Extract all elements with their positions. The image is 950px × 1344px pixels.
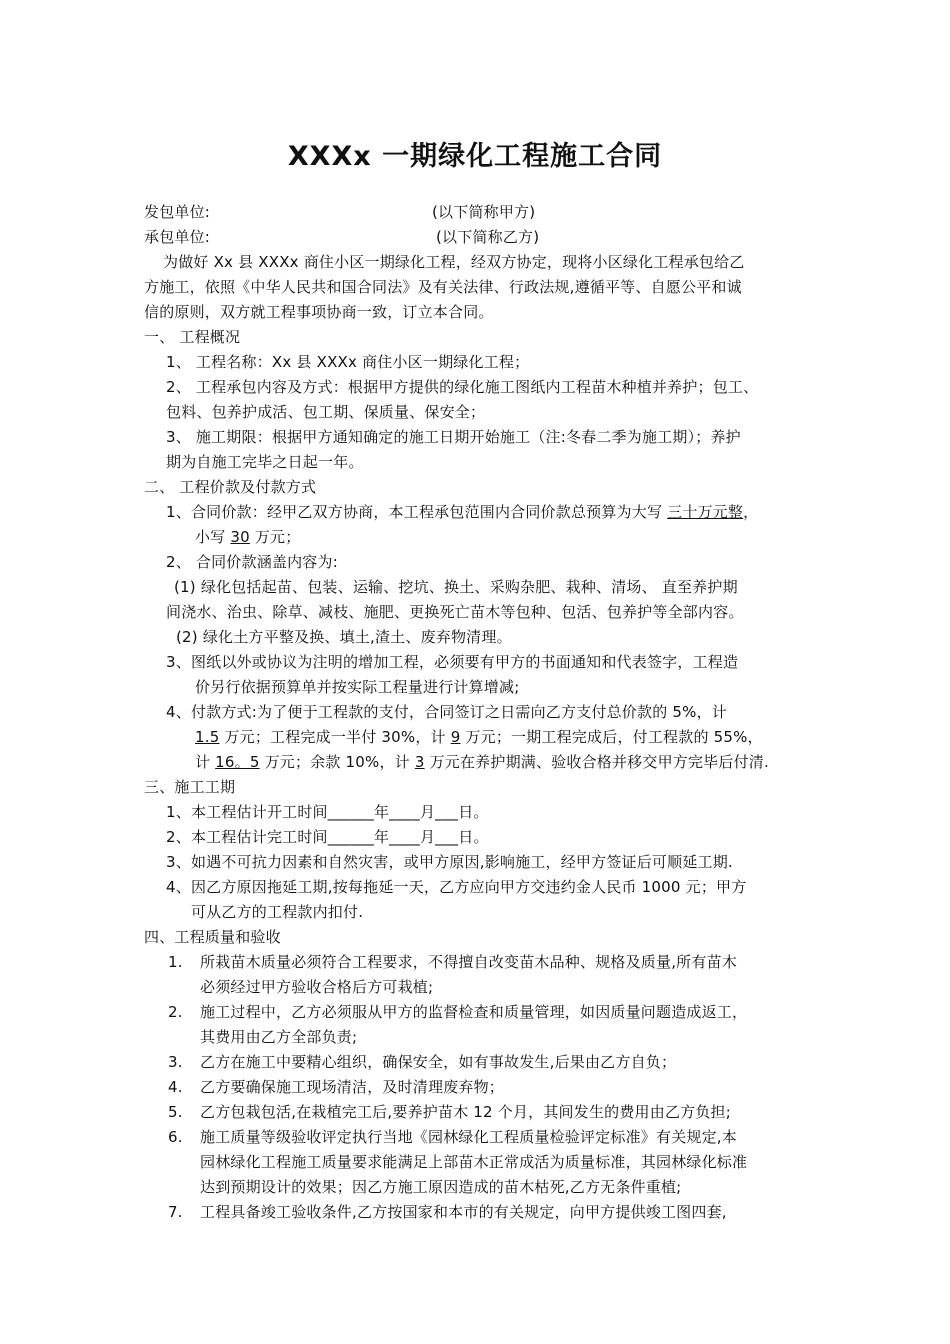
clause-line xyxy=(195,727,763,747)
clause-line: 4、付款方式:为了便于工程款的支付，合同签订之日需向乙方支付总价款的 5%，计 xyxy=(166,703,727,721)
clause-text: 计 xyxy=(195,753,216,771)
payment-amount: 3 xyxy=(414,753,425,771)
clause-line: (2) 绿化土方平整及换、填土,渣土、废弃物清理。 xyxy=(176,628,512,646)
clause-line: 其费用由乙方全部负责; xyxy=(200,1028,358,1046)
clause-text: 万元；工程完成一半付 30%，计 xyxy=(219,728,451,746)
clause-line: 乙方在施工中要精心组织，确保安全，如有事故发生,后果由乙方自负； xyxy=(200,1053,677,1071)
clause-line: 期为自施工完毕之日起一年。 xyxy=(166,453,364,471)
clause-line: 2、 工程承包内容及方式：根据甲方提供的绿化施工图纸内工程苗木种植并养护；包工、 xyxy=(166,378,759,396)
clause-line: 包料、包养护成活、包工期、保质量、保安全； xyxy=(166,403,486,421)
clause-line: 园林绿化工程施工质量要求能满足上部苗木正常成活为质量标准，其园林绿化标准 xyxy=(200,1153,748,1171)
party-b-note: (以下简称乙方) xyxy=(436,228,540,246)
clause-line: 4、因乙方原因拖延工期,按每拖延一天，乙方应向甲方交违约金人民币 1000 元；甲方 xyxy=(166,878,747,896)
section-heading: 二、 工程价款及付款方式 xyxy=(144,478,317,496)
clause-line: 3、图纸以外或协议为注明的增加工程，必须要有甲方的书面通知和代表签字，工程造 xyxy=(166,653,739,671)
intro-line: 信的原则，双方就工程事项协商一致，订立本合同。 xyxy=(144,303,494,321)
item-number: 4. xyxy=(168,1078,183,1096)
clause-line xyxy=(166,502,758,522)
clause-line: 3、 施工期限：根据甲方通知确定的施工日期开始施工（注:冬春二季为施工期）；养护 xyxy=(166,428,741,446)
clause-line: 价另行依据预算单并按实际工程量进行计算增减; xyxy=(195,678,520,696)
clause-text: 万元；余款 10%，计 xyxy=(259,753,415,771)
clause-line: 乙方要确保施工现场清洁，及时清理废弃物； xyxy=(200,1078,505,1096)
clause-line: 施工过程中，乙方必须服从甲方的监督检查和质量管理，如因质量问题造成返工， xyxy=(200,1003,748,1021)
contract-amount-figure: 30 xyxy=(230,528,250,546)
party-a-note: (以下简称甲方) xyxy=(432,203,536,221)
clause-line: 所栽苗木质量必须符合工程要求，不得擅自改变苗木品种、规格及质量,所有苗木 xyxy=(200,953,737,971)
clause-line: 2、 合同价款涵盖内容为: xyxy=(166,553,338,571)
section-heading: 四、工程质量和验收 xyxy=(144,928,281,946)
clause-line: 可从乙方的工程款内扣付. xyxy=(191,903,364,921)
party-a-label: 发包单位: xyxy=(144,203,211,221)
contract-amount-words: 三十万元整 xyxy=(667,503,744,521)
item-number: 5. xyxy=(168,1103,183,1121)
item-number: 6. xyxy=(168,1128,183,1146)
item-number: 2. xyxy=(168,1003,183,1021)
document-title: XXXx 一期绿化工程施工合同 xyxy=(287,141,663,172)
section-heading: 三、施工工期 xyxy=(144,778,236,796)
clause-line: 间浇水、治虫、除草、减枝、施肥、更换死亡苗木等包种、包活、包养护等全部内容。 xyxy=(166,603,744,621)
section-heading: 一、 工程概况 xyxy=(144,328,241,346)
clause-line: 3、如遇不可抗力因素和自然灾害，或甲方原因,影响施工，经甲方签证后可顺延工期. xyxy=(166,853,733,871)
item-number: 1. xyxy=(168,953,183,971)
clause-line: 达到预期设计的效果；因乙方施工原因造成的苗木枯死,乙方无条件重植; xyxy=(200,1178,682,1196)
item-number: 3. xyxy=(168,1053,183,1071)
clause-line: 工程具备竣工验收条件,乙方按国家和本市的有关规定，向甲方提供竣工图四套, xyxy=(200,1203,727,1221)
clause-line: 2、本工程估计完工时间______年____月___日。 xyxy=(166,828,489,846)
clause-text: ， xyxy=(743,503,759,521)
clause-line: 必须经过甲方验收合格后方可栽植; xyxy=(200,978,434,996)
party-b-label: 承包单位: xyxy=(144,228,211,246)
clause-text: 万元；一期工程完成后，付工程款的 55%， xyxy=(460,728,763,746)
clause-text: 小写 xyxy=(195,528,231,546)
clause-line: 乙方包栽包活,在栽植完工后,要养护苗木 12 个月，其间发生的费用由乙方负担; xyxy=(200,1103,732,1121)
clause-text: 万元在养护期满、验收合格并移交甲方完毕后付清. xyxy=(424,753,769,771)
clause-line: 1、本工程估计开工时间______年____月___日。 xyxy=(166,803,489,821)
clause-text: 万元； xyxy=(249,528,301,546)
payment-amount: 1.5 xyxy=(195,728,220,746)
clause-line xyxy=(195,752,769,772)
clause-line xyxy=(195,527,300,547)
clause-line: 施工质量等级验收评定执行当地《园林绿化工程质量检验评定标准》有关规定,本 xyxy=(200,1128,737,1146)
intro-line: 为做好 Xx 县 XXXx 商住小区一期绿化工程，经双方协定，现将小区绿化工程承包给乙 xyxy=(163,253,745,271)
intro-line: 方施工，依照《中华人民共和国合同法》及有关法律、行政法规,遵循平等、自愿公平和诚 xyxy=(144,278,742,296)
payment-amount: 9 xyxy=(450,728,461,746)
clause-text: 1、合同价款：经甲乙双方协商，本工程承包范围内合同价款总预算为大写 xyxy=(166,503,668,521)
item-number: 7. xyxy=(168,1203,183,1221)
clause-line: (1) 绿化包括起苗、包装、运输、挖坑、换土、采购杂肥、栽种、清场、 直至养护期 xyxy=(174,578,738,596)
payment-amount: 16。5 xyxy=(215,753,260,771)
clause-line: 1、 工程名称：Xx 县 XXXx 商住小区一期绿化工程； xyxy=(166,353,530,371)
